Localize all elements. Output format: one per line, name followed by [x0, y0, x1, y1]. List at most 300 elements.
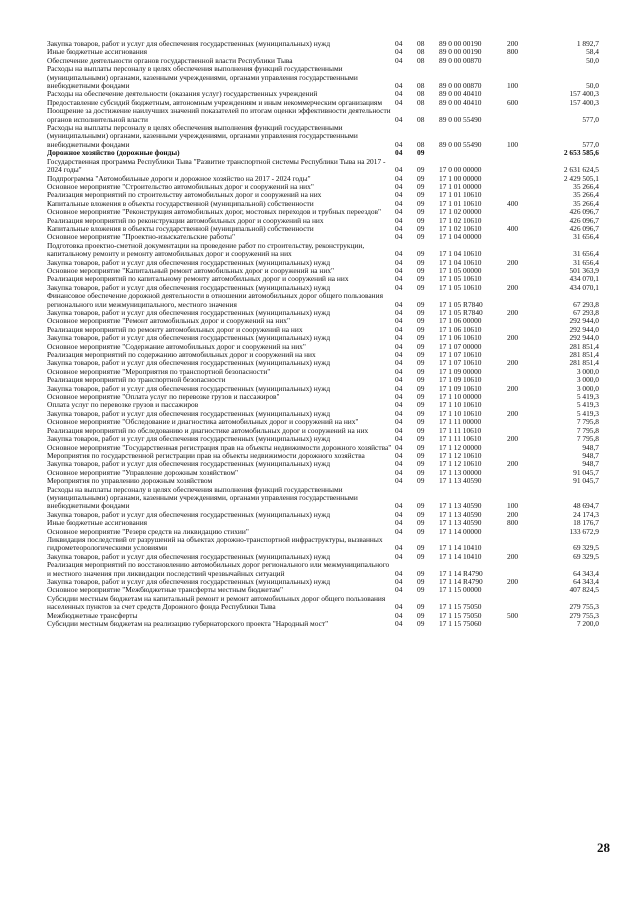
row-section-code: 04 — [395, 139, 403, 149]
row-amount: 279 755,3 — [569, 602, 599, 612]
row-amount: 91 045,7 — [573, 476, 599, 486]
row-amount: 157 400,3 — [569, 97, 599, 107]
row-name: Реализация мероприятий по капитальному ремонту автомобильных дорог и сооружений на них — [47, 274, 349, 284]
row-name: Основное мероприятие "Управление дорожным хозяйством" — [47, 467, 239, 477]
row-expense-type-code — [507, 561, 541, 578]
row-expense-type-code: 400 — [507, 223, 519, 233]
row-section-code: 04 — [395, 408, 403, 418]
row-target-item-code: 17 1 13 40590 — [439, 476, 482, 486]
table-row — [47, 595, 599, 612]
row-amount: 281 851,4 — [569, 350, 599, 360]
row-name: Субсидии местным бюджетам на реализацию губернаторского проекта "Народный мост" — [47, 619, 329, 629]
row-amount: 3 000,0 — [576, 366, 599, 376]
row-target-item-code: 17 1 11 10610 — [439, 434, 482, 444]
row-target-item-code: 17 1 11 10610 — [439, 425, 482, 435]
row-name: Основное мероприятие "Обследование и диагностика автомобильных дорог и сооружений на них" — [47, 417, 359, 427]
row-target-item-code: 17 1 05 10610 — [439, 274, 482, 284]
row-name: Расходы на обеспечение деятельности (оказания услуг) государственных учреждений — [47, 89, 318, 99]
row-amount: 948,7 — [582, 450, 599, 460]
row-amount: 157 400,3 — [569, 89, 599, 99]
row-amount: 426 096,7 — [569, 215, 599, 225]
row-section-code: 04 — [395, 282, 403, 292]
row-target-item-code: 17 1 10 10610 — [439, 408, 482, 418]
row-subsection-code: 09 — [417, 476, 425, 486]
row-target-item-code: 89 0 00 00190 — [439, 47, 482, 57]
row-expense-type-code — [507, 444, 541, 452]
row-target-item-code: 17 1 01 10610 — [439, 198, 482, 208]
row-name: Основное мероприятие "Проектно-изыскательские работы" — [47, 232, 235, 242]
row-amount: 7 200,0 — [576, 619, 599, 629]
row-amount: 948,7 — [582, 442, 599, 452]
row-subsection-code: 09 — [417, 366, 425, 376]
row-expense-type-code — [507, 595, 541, 612]
row-expense-type-code — [507, 536, 541, 553]
row-name: Реализация мероприятий по строительству автомобильных дорог и сооружений на них — [47, 190, 322, 200]
row-expense-type-code — [507, 107, 541, 124]
row-section-code: 04 — [395, 350, 403, 360]
row-amount: 292 944,0 — [569, 316, 599, 326]
row-target-item-code: 17 1 12 00000 — [439, 442, 482, 452]
row-expense-type-code — [507, 208, 541, 216]
table-body — [47, 40, 599, 628]
row-amount: 7 795,8 — [576, 417, 599, 427]
row-section-code: 04 — [395, 568, 403, 578]
row-amount: 292 944,0 — [569, 324, 599, 334]
row-subsection-code: 09 — [417, 408, 425, 418]
row-section-code: 04 — [395, 358, 403, 368]
row-target-item-code: 17 1 05 00000 — [439, 265, 482, 275]
row-target-item-code: 17 1 01 10610 — [439, 190, 482, 200]
row-amount: 133 672,9 — [569, 526, 599, 536]
row-section-code: 04 — [395, 324, 403, 334]
row-section-code: 04 — [395, 249, 403, 259]
row-amount: 426 096,7 — [569, 223, 599, 233]
row-expense-type-code: 200 — [507, 459, 519, 469]
row-target-item-code: 17 1 06 00000 — [439, 316, 482, 326]
row-section-code: 04 — [395, 299, 403, 309]
row-target-item-code: 17 1 06 10610 — [439, 333, 482, 343]
row-section-code: 04 — [395, 585, 403, 595]
row-target-item-code: 89 0 00 00870 — [439, 55, 482, 65]
row-expense-type-code: 200 — [507, 551, 519, 561]
row-section-code: 04 — [395, 274, 403, 284]
row-section-code: 04 — [395, 316, 403, 326]
row-expense-type-code — [507, 149, 541, 157]
row-target-item-code: 17 1 10 00000 — [439, 392, 482, 402]
row-name: Закупка товаров, работ и услуг для обеспечения государственных (муниципальных) нужд — [47, 408, 331, 418]
row-name: Ликвидация последствий от разрушений на объектах дорожно-транспортной инфраструктуры, вызванных гидрометеорологическими условиями — [47, 534, 383, 553]
row-expense-type-code — [507, 317, 541, 325]
row-subsection-code: 08 — [417, 47, 425, 57]
row-amount: 5 419,3 — [576, 392, 599, 402]
row-subsection-code: 09 — [417, 509, 425, 519]
row-expense-type-code — [507, 242, 541, 259]
row-name: Основное мероприятие "Содержание автомобильных дорог и сооружений на них" — [47, 341, 306, 351]
row-section-code: 04 — [395, 551, 403, 561]
row-expense-type-code: 200 — [507, 509, 519, 519]
row-name: Основное мероприятие "Резерв средств на ликвидацию стихии" — [47, 526, 249, 536]
row-subsection-code: 09 — [417, 425, 425, 435]
row-subsection-code: 09 — [417, 568, 425, 578]
row-subsection-code: 09 — [417, 392, 425, 402]
row-section-code: 04 — [395, 375, 403, 385]
row-name: Закупка товаров, работ и услуг для обеспечения государственных (муниципальных) нужд — [47, 577, 331, 586]
row-amount: 281 851,4 — [569, 341, 599, 351]
row-expense-type-code: 800 — [507, 47, 519, 57]
row-name: Основное мероприятие "Межбюджетные трансферты местным бюджетам" — [47, 585, 283, 595]
row-expense-type-code: 100 — [507, 501, 519, 511]
row-name: Реализация мероприятий по содержанию автомобильных дорог и сооружений на них — [47, 350, 316, 360]
row-section-code: 04 — [395, 518, 403, 528]
row-subsection-code: 09 — [417, 173, 425, 183]
row-expense-type-code: 200 — [507, 333, 519, 343]
row-target-item-code: 17 1 04 10610 — [439, 249, 482, 259]
row-subsection-code: 09 — [417, 585, 425, 595]
row-expense-type-code — [507, 158, 541, 175]
row-target-item-code: 17 1 06 10610 — [439, 324, 482, 334]
row-name: Иные бюджетные ассигнования — [47, 47, 148, 57]
row-expense-type-code — [507, 183, 541, 191]
row-subsection-code: 09 — [417, 316, 425, 326]
row-subsection-code: 09 — [417, 375, 425, 385]
row-target-item-code: 17 1 14 10410 — [439, 551, 482, 561]
row-amount: 3 000,0 — [576, 383, 599, 393]
row-subsection-code: 09 — [417, 543, 425, 553]
row-amount: 31 656,4 — [573, 249, 599, 259]
row-amount: 5 419,3 — [576, 400, 599, 410]
row-name: Реализация мероприятий по восстановлению автомобильных дорог регионального или межмуниципального и местного значения при ликвидации последствий чрезвычайных ситуаций — [47, 560, 390, 578]
row-subsection-code: 09 — [417, 400, 425, 410]
row-amount: 48 694,7 — [573, 501, 599, 511]
row-expense-type-code: 400 — [507, 198, 519, 208]
row-section-code: 04 — [395, 265, 403, 275]
row-section-code: 04 — [395, 526, 403, 536]
row-subsection-code: 09 — [417, 350, 425, 360]
row-subsection-code: 08 — [417, 81, 425, 91]
row-section-code: 04 — [395, 501, 403, 511]
row-amount: 18 176,7 — [573, 518, 599, 528]
row-amount: 69 329,5 — [573, 551, 599, 561]
row-section-code: 04 — [395, 509, 403, 519]
row-section-code: 04 — [395, 619, 403, 629]
row-section-code: 04 — [395, 366, 403, 376]
row-amount: 2 631 624,5 — [563, 165, 599, 175]
row-amount: 281 851,4 — [569, 358, 599, 368]
row-amount: 1 892,7 — [576, 39, 599, 48]
row-amount: 58,4 — [586, 47, 599, 57]
row-expense-type-code — [507, 418, 541, 426]
row-subsection-code: 09 — [417, 501, 425, 511]
row-expense-type-code — [507, 343, 541, 351]
row-name: Расходы на выплаты персоналу в целях обеспечения выполнения функций государственными (муниципальными) органами, казенными учреждениями, органами управления государственными внебюджетными фондами — [47, 64, 358, 91]
row-name: Обеспечение деятельности органов государственной власти Республики Тыва — [47, 55, 293, 65]
row-expense-type-code: 200 — [507, 408, 519, 418]
row-target-item-code: 17 1 05 R7840 — [439, 299, 483, 309]
row-subsection-code: 09 — [417, 333, 425, 343]
row-expense-type-code — [507, 477, 541, 485]
row-amount: 2 429 505,1 — [563, 173, 599, 183]
row-name: Основное мероприятие "Государственная регистрация прав на объекты недвижимости дорожного хозяйства" — [47, 442, 392, 452]
row-amount: 64 343,4 — [573, 568, 599, 578]
row-amount: 426 096,7 — [569, 207, 599, 217]
row-subsection-code: 08 — [417, 139, 425, 149]
row-subsection-code: 09 — [417, 551, 425, 561]
row-target-item-code: 17 1 14 R4790 — [439, 577, 483, 586]
row-target-item-code: 17 1 05 10610 — [439, 282, 482, 292]
row-target-item-code: 17 1 11 00000 — [439, 417, 482, 427]
row-amount: 91 045,7 — [573, 467, 599, 477]
row-section-code: 04 — [395, 434, 403, 444]
row-subsection-code: 09 — [417, 610, 425, 620]
row-amount: 67 293,8 — [573, 308, 599, 317]
row-section-code: 04 — [395, 417, 403, 427]
row-expense-type-code — [507, 233, 541, 241]
row-target-item-code: 17 1 14 R4790 — [439, 568, 483, 578]
row-subsection-code: 08 — [417, 55, 425, 65]
row-section-code: 04 — [395, 543, 403, 553]
row-subsection-code: 08 — [417, 39, 425, 48]
row-subsection-code: 09 — [417, 249, 425, 259]
row-target-item-code: 17 1 13 40590 — [439, 501, 482, 511]
row-expense-type-code — [507, 267, 541, 275]
row-section-code: 04 — [395, 232, 403, 242]
row-section-code: 04 — [395, 207, 403, 217]
row-section-code: 04 — [395, 47, 403, 57]
row-target-item-code: 17 1 05 R7840 — [439, 308, 483, 317]
row-subsection-code: 09 — [417, 265, 425, 275]
table-row — [47, 620, 599, 628]
row-expense-type-code: 100 — [507, 139, 519, 149]
row-name: Основное мероприятие "Оплата услуг по перевозке грузов и пассажиров" — [47, 392, 280, 402]
row-amount: 7 795,8 — [576, 434, 599, 444]
row-expense-type-code: 200 — [507, 39, 519, 48]
row-expense-type-code: 800 — [507, 518, 519, 528]
row-name: Реализация мероприятий по реконструкции автомобильных дорог и сооружений на них — [47, 215, 324, 225]
row-target-item-code: 17 1 00 00000 — [439, 173, 482, 183]
row-name: Государственная программа Республики Тыва "Развитие транспортной системы Республики Тыва на 2017 - 2024 годы" — [47, 156, 386, 175]
row-expense-type-code: 200 — [507, 577, 519, 586]
row-subsection-code: 09 — [417, 442, 425, 452]
row-amount: 577,0 — [582, 139, 599, 149]
row-name: Закупка товаров, работ и услуг для обеспечения государственных (муниципальных) нужд — [47, 39, 331, 48]
row-name: Иные бюджетные ассигнования — [47, 518, 148, 528]
row-expense-type-code — [507, 368, 541, 376]
row-subsection-code: 09 — [417, 417, 425, 427]
row-amount: 501 363,9 — [569, 265, 599, 275]
row-subsection-code: 09 — [417, 215, 425, 225]
row-name: Межбюджетные трансферты — [47, 610, 138, 620]
row-subsection-code: 09 — [417, 299, 425, 309]
row-subsection-code: 09 — [417, 358, 425, 368]
row-section-code: 04 — [395, 602, 403, 612]
row-amount: 279 755,3 — [569, 610, 599, 620]
table-row — [47, 158, 599, 175]
row-subsection-code: 09 — [417, 459, 425, 469]
row-section-code: 04 — [395, 467, 403, 477]
row-target-item-code: 89 0 00 40410 — [439, 97, 482, 107]
row-amount: 24 174,3 — [573, 509, 599, 519]
row-name: Расходы на выплаты персоналу в целях обеспечения выполнения функций государственными (муниципальными) органами, казенными учреждениями, органами управления государственными внебюджетными фондами — [47, 123, 358, 149]
row-subsection-code: 09 — [417, 324, 425, 334]
row-amount: 5 419,3 — [576, 408, 599, 418]
row-expense-type-code — [507, 393, 541, 401]
row-name: Расходы на выплаты персоналу в целях обеспечения выполнения функций государственными (муниципальными) органами, казенными учреждениями, органами управления государственными внебюджетными фондами — [47, 484, 358, 511]
row-section-code: 04 — [395, 215, 403, 225]
row-name: Закупка товаров, работ и услуг для обеспечения государственных (муниципальных) нужд — [47, 308, 331, 317]
row-name: Оплата услуг по перевозке грузов и пассажиров — [47, 400, 199, 410]
row-target-item-code: 89 0 00 55490 — [439, 114, 482, 124]
row-section-code: 04 — [395, 610, 403, 620]
row-target-item-code: 17 1 15 75060 — [439, 619, 482, 629]
row-name: Закупка товаров, работ и услуг для обеспечения государственных (муниципальных) нужд — [47, 282, 331, 292]
row-subsection-code: 09 — [417, 181, 425, 191]
row-expense-type-code — [507, 175, 541, 183]
row-section-code: 04 — [395, 383, 403, 393]
row-section-code: 04 — [395, 442, 403, 452]
row-section-code: 04 — [395, 39, 403, 48]
row-target-item-code: 17 1 14 00000 — [439, 526, 482, 536]
row-section-code: 04 — [395, 577, 403, 586]
row-target-item-code: 17 1 15 00000 — [439, 585, 482, 595]
row-expense-type-code: 200 — [507, 358, 519, 368]
row-subsection-code: 09 — [417, 190, 425, 200]
row-name: Закупка товаров, работ и услуг для обеспечения государственных (муниципальных) нужд — [47, 434, 331, 444]
row-target-item-code: 17 1 13 40590 — [439, 509, 482, 519]
row-subsection-code: 08 — [417, 97, 425, 107]
row-subsection-code: 09 — [417, 467, 425, 477]
row-subsection-code: 08 — [417, 89, 425, 99]
row-amount: 434 070,1 — [569, 274, 599, 284]
row-name: Основное мероприятие "Реконструкция автомобильных дорог, мостовых переходов и трубных переездов" — [47, 207, 382, 217]
table-row — [47, 292, 599, 309]
row-amount: 50,0 — [586, 55, 599, 65]
row-amount: 31 656,4 — [573, 257, 599, 267]
row-target-item-code: 17 1 15 75050 — [439, 602, 482, 612]
row-expense-type-code: 600 — [507, 97, 519, 107]
row-amount: 2 653 585,6 — [563, 148, 599, 158]
row-expense-type-code — [507, 586, 541, 594]
row-amount: 31 656,4 — [573, 232, 599, 242]
table-row — [47, 242, 599, 259]
table-row — [47, 536, 599, 553]
row-section-code: 04 — [395, 476, 403, 486]
row-name: Закупка товаров, работ и услуг для обеспечения государственных (муниципальных) нужд — [47, 551, 331, 561]
table-row — [47, 486, 599, 511]
row-target-item-code: 17 1 15 75050 — [439, 610, 482, 620]
row-subsection-code: 09 — [417, 602, 425, 612]
row-name: Закупка товаров, работ и услуг для обеспечения государственных (муниципальных) нужд — [47, 383, 331, 393]
row-amount: 50,0 — [586, 81, 599, 91]
row-amount: 577,0 — [582, 114, 599, 124]
row-target-item-code: 17 1 12 10610 — [439, 450, 482, 460]
row-target-item-code: 17 1 02 00000 — [439, 207, 482, 217]
table-row — [47, 124, 599, 149]
row-expense-type-code — [507, 469, 541, 477]
row-target-item-code: 17 1 12 10610 — [439, 459, 482, 469]
row-target-item-code: 17 1 09 10610 — [439, 383, 482, 393]
row-name: Реализация мероприятий по ремонту автомобильных дорог и сооружений на них — [47, 324, 303, 334]
row-subsection-code: 09 — [417, 577, 425, 586]
row-section-code: 04 — [395, 223, 403, 233]
row-target-item-code: 17 1 02 10610 — [439, 223, 482, 233]
row-name: Основное мероприятие "Мероприятия по транспортной безопасности" — [47, 366, 271, 376]
row-subsection-code: 09 — [417, 282, 425, 292]
row-amount: 948,7 — [582, 459, 599, 469]
row-section-code: 04 — [395, 341, 403, 351]
row-expense-type-code: 200 — [507, 257, 519, 267]
row-subsection-code: 09 — [417, 526, 425, 536]
row-name: Закупка товаров, работ и услуг для обеспечения государственных (муниципальных) нужд — [47, 358, 331, 368]
row-expense-type-code: 200 — [507, 434, 519, 444]
row-expense-type-code: 200 — [507, 383, 519, 393]
row-section-code: 04 — [395, 308, 403, 317]
row-name: Дорожное хозяйство (дорожные фонды) — [47, 148, 180, 158]
row-target-item-code: 17 1 14 10410 — [439, 543, 482, 553]
row-expense-type-code: 200 — [507, 282, 519, 292]
row-subsection-code: 09 — [417, 274, 425, 284]
row-amount: 434 070,1 — [569, 282, 599, 292]
row-section-code: 04 — [395, 392, 403, 402]
row-amount: 67 293,8 — [573, 299, 599, 309]
row-amount: 407 824,5 — [569, 585, 599, 595]
row-target-item-code: 17 1 01 00000 — [439, 181, 482, 191]
row-expense-type-code — [507, 292, 541, 309]
row-target-item-code: 89 0 00 40410 — [439, 89, 482, 99]
row-section-code: 04 — [395, 114, 403, 124]
row-name: Реализация мероприятий по транспортной безопасности — [47, 375, 226, 385]
row-name: Реализация мероприятий по обследованию и диагностике автомобильных дорог и сооружений на них — [47, 425, 369, 435]
row-section-code: 04 — [395, 165, 403, 175]
row-name: Капитальные вложения в объекты государственной (муниципальной) собственности — [47, 223, 314, 233]
row-expense-type-code: 200 — [507, 308, 519, 317]
table-row — [47, 107, 599, 124]
row-name: Подготовка проектно-сметной документации на проведение работ по строительству, реконструкции, капитальному ремонту и ремонту автомобильных дорог и сооружений на них — [47, 240, 365, 259]
row-target-item-code: 17 1 13 40590 — [439, 518, 482, 528]
row-section-code: 04 — [395, 55, 403, 65]
row-amount: 3 000,0 — [576, 375, 599, 385]
row-section-code: 04 — [395, 148, 403, 158]
row-expense-type-code: 100 — [507, 81, 519, 91]
row-subsection-code: 09 — [417, 518, 425, 528]
row-target-item-code: 17 1 04 00000 — [439, 232, 482, 242]
row-name: Закупка товаров, работ и услуг для обеспечения государственных (муниципальных) нужд — [47, 333, 331, 343]
row-amount: 35 266,4 — [573, 181, 599, 191]
row-name: Подпрограмма "Автомобильные дороги и дорожное хозяйство на 2017 - 2024 годы" — [47, 173, 311, 183]
row-amount: 35 266,4 — [573, 190, 599, 200]
row-amount: 35 266,4 — [573, 198, 599, 208]
row-name: Мероприятия по управлению дорожным хозяйством — [47, 476, 213, 486]
row-target-item-code — [439, 149, 507, 157]
row-subsection-code: 09 — [417, 619, 425, 629]
row-name: Капитальные вложения в объекты государственной (муниципальной) собственности — [47, 198, 314, 208]
row-name: Основное мероприятие "Ремонт автомобильных дорог и сооружений на них" — [47, 316, 290, 326]
row-amount: 69 329,5 — [573, 543, 599, 553]
row-section-code: 04 — [395, 97, 403, 107]
row-section-code: 04 — [395, 173, 403, 183]
row-subsection-code: 09 — [417, 341, 425, 351]
row-section-code: 04 — [395, 257, 403, 267]
row-target-item-code: 17 1 02 10610 — [439, 215, 482, 225]
row-expense-type-code — [507, 528, 541, 536]
row-subsection-code: 09 — [417, 165, 425, 175]
row-target-item-code: 17 1 07 10610 — [439, 358, 482, 368]
row-name: Мероприятия по государственной регистрации прав на объекты недвижимости дорожного хозяйства — [47, 450, 365, 460]
row-section-code: 04 — [395, 450, 403, 460]
row-target-item-code: 89 0 00 00870 — [439, 81, 482, 91]
row-target-item-code: 89 0 00 00190 — [439, 39, 482, 48]
row-amount: 64 343,4 — [573, 577, 599, 586]
table-row — [47, 561, 599, 578]
